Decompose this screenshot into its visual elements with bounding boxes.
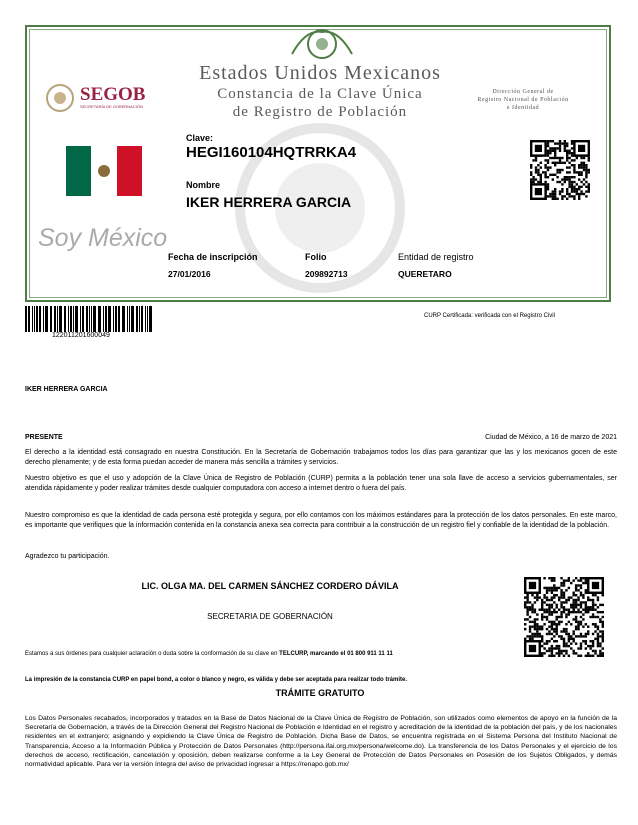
segob-logo-subtext: SECRETARÍA DE GOBERNACIÓN: [80, 104, 143, 109]
dgr-line-3: e Identidad: [506, 105, 540, 111]
entidad-value: QUERETARO: [398, 269, 452, 279]
folio-label: Folio: [305, 252, 327, 262]
telcurp-number: TELCURP, marcando el 01 800 911 11 11: [279, 651, 393, 657]
header-title: Estados Unidos Mexicanos: [199, 62, 441, 84]
contact-line: [25, 651, 525, 657]
document-qr-code: [524, 577, 604, 657]
recipient-name: IKER HERRERA GARCIA: [25, 386, 108, 393]
curp-qr-code: [530, 140, 590, 200]
nombre-value: IKER HERRERA GARCIA: [186, 194, 352, 210]
thanks-text: Agradezco tu participación.: [25, 553, 110, 560]
segob-logo-text: SEGOB: [80, 84, 146, 105]
privacy-notice: Los Datos Personales recabados, incorporados y tratados en la Base de Datos Nacional de la Clave Única de Registro de Población, son utilizados como elementos de apoyo en la función de la Secretaría de Gobernación, a través de la Dirección General del Registro Nacional de Población e Identidad en el registro y acreditación de la identidad de la población del país, y de los nacionales residentes en el extranjero; asignando y expidiendo la Clave Única de Registro de Población. Dicha Base de Datos, se encuentra registrada en el Sistema Persona del Instituto Nacional de Transparencia, Acceso a la Información Pública y Protección de Datos Personales (http://persona.ifai.org.mx/persona/welcome.do). La transferencia de los Datos Personales y el ejercicio de los derechos de acceso, rectificación, cancelación y oposición, deben realizarse conforme a la Ley General de Protección de Datos Personales en Posesión de los Sujetos Obligados, y demás normatividad aplicable. Para ver la versión íntegra del aviso de privacidad ingresar a https://renapo.gob.mx/: [25, 715, 617, 769]
place-date: Ciudad de México, a 16 de marzo de 2021: [485, 434, 617, 441]
dgr-line-2: Registro Nacional de Población: [477, 97, 569, 103]
nombre-label: Nombre: [186, 180, 221, 190]
segob-emblem-icon: [44, 82, 76, 114]
dgr-line-1: Dirección General de: [492, 89, 554, 95]
folio-value: 209892713: [305, 269, 348, 279]
dgr-block: [458, 88, 588, 112]
clave-value: HEGI160104HQTRRKA4: [186, 144, 357, 161]
national-seal-icon: [286, 24, 382, 60]
free-procedure-label: TRÁMITE GRATUITO: [275, 688, 365, 698]
contact-text: Estamos a sus órdenes para cualquier aclaración o duda sobre la conformación de su clave en: [25, 651, 280, 657]
certified-note: CURP Certificada: verificada con el Registro Civil: [424, 313, 555, 319]
fecha-value: 27/01/2016: [168, 269, 211, 279]
print-validity-note: La impresión de la constancia CURP en papel bond, a color o blanco y negro, es válida y debe ser aceptada para realizar todo trámite.: [25, 677, 408, 683]
entidad-label: Entidad de registro: [398, 252, 474, 262]
mexico-flag-icon: [66, 146, 142, 196]
fecha-label: Fecha de inscripción: [168, 252, 258, 262]
paragraph-2: Nuestro objetivo es que el uso y adopción de la Clave Única de Registro de Población (CURP) permita a la población tener una sola llave de acceso a servicios gubernamentales, ser atendida rápidamente y poder realizar trámites desde cualquier computadora con acceso a internet dentro o fuera del país.: [25, 475, 617, 492]
soy-mexico-slogan: Soy México: [38, 224, 168, 252]
clave-label: Clave:: [186, 133, 214, 143]
signatory-position: SECRETARIA DE GOBERNACIÓN: [207, 612, 333, 621]
header-subtitle-2: de Registro de Población: [232, 104, 408, 120]
barcode-number: 122011201600049: [52, 332, 110, 339]
paragraph-3: Nuestro compromiso es que la identidad de cada persona esté protegida y segura, por ello contamos con los máximos estándares para la protección de los datos personales. En este marco, es importante que verifiques que la información contenida en la constancia anexa sea correcta para contribuir a la construcción de un registro fiel y confiable de la identidad de la población.: [25, 512, 617, 529]
signatory-name: LIC. OLGA MA. DEL CARMEN SÁNCHEZ CORDERO DÁVILA: [141, 581, 399, 591]
curp-barcode: [25, 306, 153, 332]
paragraph-1: El derecho a la identidad está consagrado en nuestra Constitución. En la Secretaría de Gobernación trabajamos todos los días para garantizar que las y los mexicanos gocen de este derecho plenamente; y de esta forma puedan acceder de manera más sencilla a trámites y servicios.: [25, 449, 617, 466]
header-subtitle-1: Constancia de la Clave Única: [217, 86, 423, 102]
presente-label: PRESENTE: [25, 434, 63, 441]
